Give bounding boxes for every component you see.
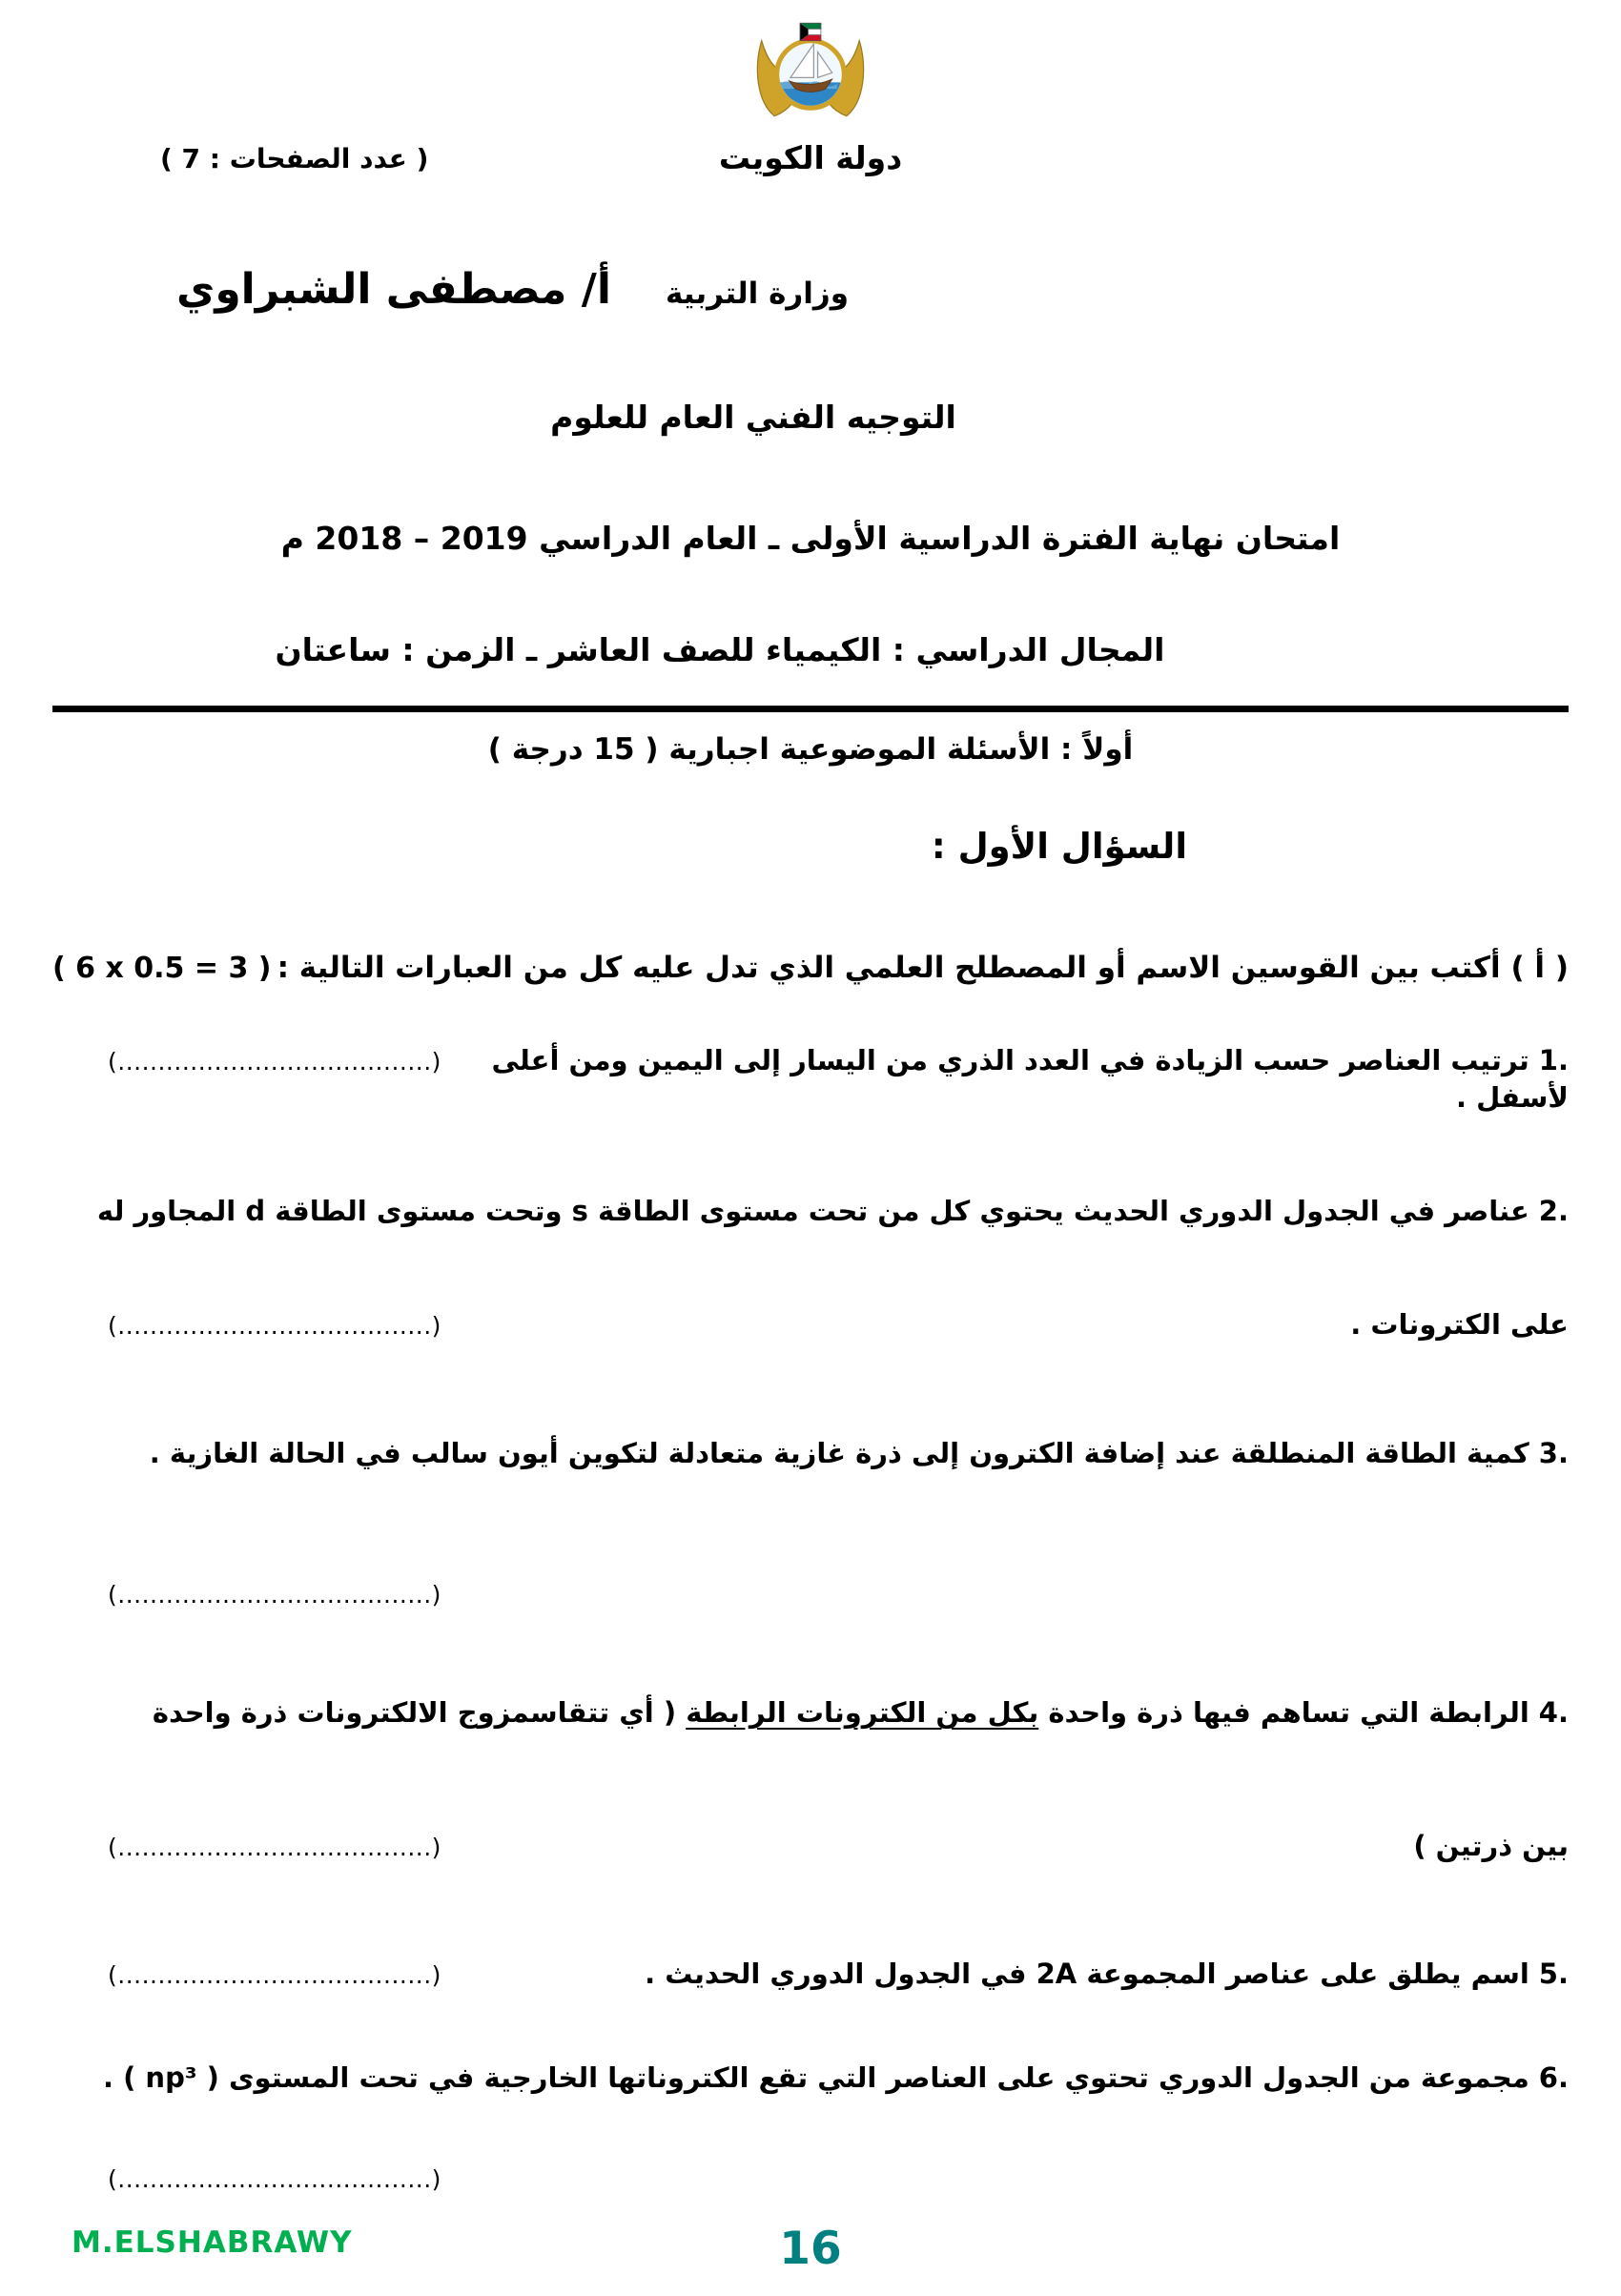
- item-2-text-line2: على الكترونات .: [1350, 1308, 1569, 1342]
- ministry-title: وزارة التربية: [666, 277, 849, 311]
- item-4-text-line1: 4.الرابطة التي تساهم فيها ذرة واحدة بكل من الكترونات الرابطة ( أي تتقاسمزوج الالكترونات ذرة واحدة: [153, 1694, 1569, 1732]
- pages-count-label: ( عدد الصفحات : 7 ): [160, 143, 429, 174]
- item-4-text-line2: بين ذرتين ): [1413, 1829, 1569, 1862]
- item-6-text: 6.مجموعة من الجدول الدوري تحتوي على العناصر التي تقع الكتروناتها الخارجية في تحت المستوى ( np³ ) .: [103, 2060, 1569, 2097]
- item-2-number: 2.: [1538, 1195, 1569, 1228]
- question-item-2-line1: [52, 1193, 1569, 1230]
- item-5-number: 5.: [1538, 1957, 1569, 1990]
- item-1-answer-blank: (.......................................): [108, 1048, 441, 1076]
- item-4-number: 4.: [1538, 1696, 1569, 1730]
- item-6-answer-blank: (.......................................): [108, 2165, 441, 2194]
- author-watermark: M.ELSHABRAWY: [72, 2225, 353, 2260]
- item-3-number: 3.: [1538, 1436, 1569, 1469]
- question-item-3-line1: [52, 1435, 1569, 1472]
- item-5-answer-blank: (.......................................): [108, 1960, 441, 1989]
- exam-body: [52, 732, 1569, 2196]
- item-3-answer-blank: (.......................................): [108, 1580, 441, 1609]
- country-title: دولة الكويت: [718, 139, 903, 176]
- exam-title: امتحان نهاية الفترة الدراسية الأولى ـ العام الدراسي ‎2018 – 2019‎ م: [280, 520, 1341, 557]
- item-4-answer-blank: (.......................................): [108, 1833, 441, 1861]
- item-3-text: 3.كمية الطاقة المنطلقة عند إضافة الكترون إلى ذرة غازية متعادلة لتكوين أيون سالب في الحالة الغازية .: [150, 1435, 1569, 1472]
- item-5-text: 5.اسم يطلق على عناصر المجموعة 2A في الجدول الدوري الحديث .: [645, 1956, 1569, 1993]
- item-1-number: 1.: [1538, 1044, 1569, 1076]
- question-item-2-line2: [52, 1306, 1569, 1343]
- item-6-number: 6.: [1538, 2060, 1569, 2094]
- question-item-1: [52, 1042, 1569, 1117]
- subject-time-line: المجال الدراسي : الكيمياء للصف العاشر ـ الزمن : ساعتان: [275, 631, 1165, 668]
- part-a-instruction: [52, 951, 1569, 985]
- question-item-4-line1: [52, 1694, 1569, 1732]
- kuwait-emblem-icon: [750, 21, 871, 128]
- part-a-text: ( أ ) أكتب بين القوسين الاسم أو المصطلح العلمي الذي تدل عليه كل من العبارات التالية :: [277, 951, 1569, 985]
- item-1-text: 1.ترتيب العناصر حسب الزيادة في العدد الذري من اليسار إلى اليمين ومن أعلى لأسفل .: [491, 1044, 1569, 1115]
- directorate-title: التوجيه الفني العام للعلوم: [550, 399, 956, 436]
- question-item-6-answer-line: [52, 2163, 1569, 2196]
- header-divider: [52, 706, 1569, 712]
- item-2-text-line1: 2.عناصر في الجدول الدوري الحديث يحتوي كل من تحت مستوى الطاقة s وتحت مستوى الطاقة d المجاور له: [97, 1193, 1569, 1230]
- question-item-5: [52, 1956, 1569, 1993]
- item-4-underlined-phrase: بكل من الكترونات الرابطة: [686, 1696, 1039, 1730]
- question-item-6-line1: [52, 2060, 1569, 2097]
- section-title: أولاً : الأسئلة الموضوعية اجبارية ( 15 درجة ): [487, 732, 1134, 767]
- part-a-marks: ( 6 x 0.5 = 3 ): [52, 952, 272, 985]
- question-1-heading: السؤال الأول :: [931, 826, 1187, 867]
- question-item-4-line2: [52, 1828, 1569, 1865]
- page-number: 16: [779, 2223, 842, 2275]
- kuwait-emblem: [750, 21, 871, 128]
- question-item-3-answer-line: [52, 1579, 1569, 1611]
- item-2-answer-blank: (.......................................): [108, 1312, 441, 1341]
- teacher-name: أ/ مصطفى الشبراوي: [176, 265, 611, 314]
